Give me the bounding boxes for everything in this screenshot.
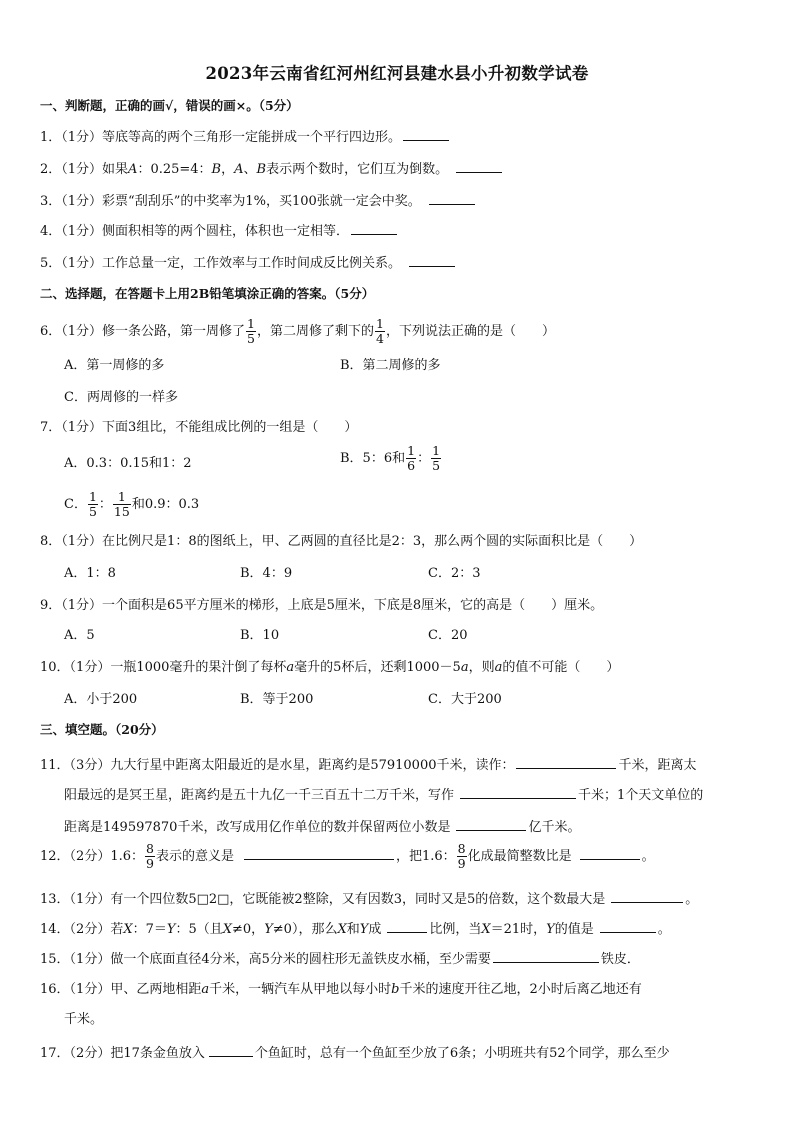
answer-blank[interactable] — [429, 192, 475, 205]
fraction — [406, 444, 416, 474]
question-4-text: 4．（1分）侧面积相等的两个圆柱，体积也一定相等． — [40, 224, 350, 239]
page-title: 2023年云南省红河州红河县建水县小升初数学试卷 — [205, 64, 589, 83]
variable: Y — [359, 922, 369, 937]
question-12-text: 。 — [641, 849, 655, 864]
question-9: 9．（1分）一个面积是65平方厘米的梯形，上底是5厘米，下底是8厘米，它的高是（ ）厘米。 — [40, 598, 604, 613]
variable: a — [201, 982, 210, 997]
option-c[interactable] — [64, 488, 199, 522]
question-10-text: ，则 — [468, 660, 495, 675]
question-15-text: 铁皮． — [600, 952, 640, 967]
answer-blank[interactable] — [580, 847, 640, 860]
question-6-text: ，第二周修了剩下的 — [257, 324, 375, 339]
question-11-line-1 — [40, 756, 697, 774]
question-10-text: 毫升的5杯后，还剩1000－5 — [294, 660, 461, 675]
fraction — [431, 444, 441, 474]
question-2-text: 表示两个数时，它们互为倒数。 — [266, 162, 449, 177]
question-1 — [40, 128, 451, 146]
option-c[interactable]: C．两周修的一样多 — [64, 390, 178, 405]
question-15-text: 15．（1分）做一个底面直径4分米，高5分米的圆柱形无盖铁皮水桶，至少需要 — [40, 952, 491, 967]
answer-blank[interactable] — [460, 786, 576, 799]
variable: Y — [546, 922, 555, 937]
section-heading-choice: 二、选择题，在答题卡上用2B铅笔填涂正确的答案。（5分） — [40, 286, 375, 301]
fraction — [88, 490, 98, 520]
fraction-numerator: 1 — [247, 315, 255, 331]
fraction — [457, 842, 467, 872]
question-16 — [40, 982, 642, 998]
question-11-text: 亿千米。 — [528, 820, 581, 835]
question-11-text: 阳最远的是冥王星，距离约是五十九亿一千三百五十二万千米，写作 — [64, 788, 455, 803]
fraction — [375, 317, 385, 347]
answer-blank[interactable] — [409, 254, 455, 267]
question-2-text: 、 — [243, 162, 257, 177]
option-a[interactable]: A．第一周修的多 — [64, 358, 165, 373]
option-b[interactable]: B．第二周修的多 — [340, 358, 441, 373]
answer-blank[interactable] — [244, 847, 394, 860]
fraction-numerator: 8 — [146, 840, 154, 856]
variable: X — [337, 922, 347, 937]
question-14-text: 和 — [346, 922, 360, 937]
question-13-text: 。 — [685, 892, 699, 907]
question-2-text: ， — [221, 162, 235, 177]
question-14-text: 的值是 — [554, 922, 594, 937]
question-6-text: 6．（1分）修一条公路，第一周修了 — [40, 324, 246, 339]
section-heading-judgement: 一、判断题，正确的画√，错误的画×。（5分） — [40, 98, 299, 113]
fraction — [113, 490, 131, 520]
question-5-text: 5．（1分）工作总量一定，工作效率与工作时间成反比例关系。 — [40, 256, 402, 271]
option-b-text: ： — [417, 451, 431, 466]
question-1-text: 1．（1分）等底等高的两个三角形一定能拼成一个平行四边形。 — [40, 130, 402, 145]
question-11-line-3 — [64, 818, 580, 836]
fraction-denominator: 15 — [113, 504, 130, 519]
question-11-line-2 — [64, 786, 703, 804]
question-12-text: 表示的意义是 — [155, 849, 234, 864]
question-12-text: 化成最简整数比是 — [467, 849, 572, 864]
fraction-numerator: 1 — [88, 488, 97, 504]
answer-blank[interactable] — [493, 950, 599, 963]
fraction — [246, 317, 256, 347]
question-6-text: ，下列说法正确的是（ ） — [385, 324, 555, 339]
question-8: 8．（1分）在比例尺是1：8的图纸上，甲、乙两圆的直径比是2：3，那么两个圆的实际面积比是（ ） — [40, 534, 643, 549]
question-11-text: 千米，距离太 — [618, 758, 697, 773]
variable: Y — [166, 922, 176, 937]
question-11-text: 距离是149597870千米，改写成用亿作单位的数并保留两位小数是 — [64, 820, 451, 835]
question-14-text: ：7＝ — [132, 922, 167, 937]
answer-blank[interactable] — [209, 1044, 253, 1057]
variable: X — [222, 922, 233, 937]
question-11-text: 千米；1个天文单位的 — [578, 788, 704, 803]
question-13-text: 13．（1分）有一个四位数5□2□，它既能被2整除，又有因数3，同时又是5的倍数，这个数最大是 — [40, 892, 606, 907]
option-b[interactable]: B．4：9 — [240, 566, 293, 581]
question-14-text: 比例，当 — [429, 922, 482, 937]
variable: B — [256, 162, 267, 177]
answer-blank[interactable] — [611, 890, 683, 903]
fraction-denominator: 9 — [146, 856, 154, 871]
question-10-text: 10．（1分）一瓶1000毫升的果汁倒了每杯 — [40, 660, 287, 675]
question-15 — [40, 950, 640, 968]
question-16-text: 千米，一辆汽车从甲地以每小时 — [209, 982, 392, 997]
question-17-text: 个鱼缸时，总有一个鱼缸至少放了6条；小明班共有52个同学，那么至少 — [254, 1046, 670, 1061]
question-16-text: 千米的速度开往乙地，2小时后离乙地还有 — [399, 982, 642, 997]
variable: a — [494, 660, 503, 675]
question-12 — [40, 840, 655, 874]
fraction-denominator: 5 — [432, 458, 441, 473]
question-10 — [40, 660, 619, 676]
answer-blank[interactable] — [600, 920, 656, 933]
question-14-text: ＝21时， — [490, 922, 547, 937]
fraction-denominator: 5 — [247, 331, 255, 346]
option-a[interactable]: A．1：8 — [64, 566, 116, 581]
option-b[interactable] — [340, 442, 442, 476]
fraction — [145, 842, 155, 872]
question-14-text: 。 — [657, 922, 671, 937]
fraction-denominator: 6 — [407, 458, 416, 473]
answer-blank[interactable] — [403, 128, 449, 141]
question-14 — [40, 920, 671, 938]
question-13 — [40, 890, 698, 908]
answer-blank[interactable] — [456, 818, 526, 831]
question-3-text: 3．（1分）彩票“刮刮乐”的中奖率为1%，买100张就一定会中奖。 — [40, 194, 421, 209]
question-14-text: ≠0），那么 — [272, 922, 338, 937]
question-12-text: 12．（2分）1.6： — [40, 849, 144, 864]
option-c-text: 和0.9：0.3 — [131, 497, 200, 512]
variable: X — [123, 922, 133, 937]
fraction-numerator: 1 — [407, 442, 416, 458]
option-c[interactable]: C．大于200 — [428, 692, 502, 707]
question-17-text: 17．（2分）把17条金鱼放入 — [40, 1046, 205, 1061]
question-6 — [40, 316, 555, 348]
question-17 — [40, 1044, 670, 1062]
question-11-text: 11．（3分）九大行星中距离太阳最近的是水星，距离约是57910000千米，读作： — [40, 758, 515, 773]
question-2-text: 2．（1分）如果 — [40, 162, 129, 177]
fraction-denominator: 9 — [457, 856, 466, 871]
fraction-denominator: 4 — [376, 331, 384, 346]
question-10-text: 的值不可能（ ） — [502, 660, 620, 675]
question-12-text: ，把1.6： — [395, 849, 456, 864]
option-b[interactable]: B．10 — [240, 628, 280, 643]
fraction-denominator: 5 — [88, 504, 97, 519]
question-16-text: 16．（1分）甲、乙两地相距 — [40, 982, 202, 997]
variable: A — [234, 162, 244, 177]
option-c-text: ： — [98, 497, 112, 512]
question-14-text: ≠0， — [232, 922, 265, 937]
variable: Y — [264, 922, 273, 937]
question-5 — [40, 254, 457, 272]
fraction-numerator: 1 — [376, 315, 384, 331]
question-14-text: 成 — [368, 922, 382, 937]
option-a[interactable]: A．0.3：0.15和1：2 — [64, 456, 192, 471]
question-3 — [40, 192, 477, 210]
answer-blank[interactable] — [516, 756, 616, 769]
option-c[interactable]: C．2：3 — [428, 566, 481, 581]
fraction-numerator: 1 — [113, 490, 131, 506]
option-b[interactable]: B．等于200 — [240, 692, 314, 707]
variable: a — [286, 660, 295, 675]
option-a[interactable]: A．小于200 — [64, 692, 138, 707]
question-16-line-2: 千米。 — [64, 1012, 104, 1027]
question-4 — [40, 222, 399, 240]
option-a[interactable]: A．5 — [64, 628, 95, 643]
fraction-numerator: 1 — [432, 442, 441, 458]
section-heading-fill: 三、填空题。（20分） — [40, 722, 164, 737]
answer-blank[interactable] — [351, 222, 397, 235]
variable: B — [211, 162, 222, 177]
question-2 — [40, 160, 504, 178]
variable: a — [460, 660, 469, 675]
question-14-text: ：5（且 — [175, 922, 223, 937]
variable: A — [128, 162, 138, 177]
question-7: 7．（1分）下面3组比，不能组成比例的一组是（ ） — [40, 420, 358, 435]
option-c[interactable]: C．20 — [428, 628, 468, 643]
question-2-text: ：0.25=4： — [137, 162, 212, 177]
option-b-text: B．5：6和 — [340, 451, 406, 466]
fraction-numerator: 8 — [457, 840, 466, 856]
answer-blank[interactable] — [456, 160, 502, 173]
option-c-text: C． — [64, 497, 87, 512]
answer-blank[interactable] — [387, 920, 427, 933]
variable: b — [391, 982, 400, 997]
variable: X — [481, 922, 491, 937]
question-14-text: 14．（2分）若 — [40, 922, 124, 937]
